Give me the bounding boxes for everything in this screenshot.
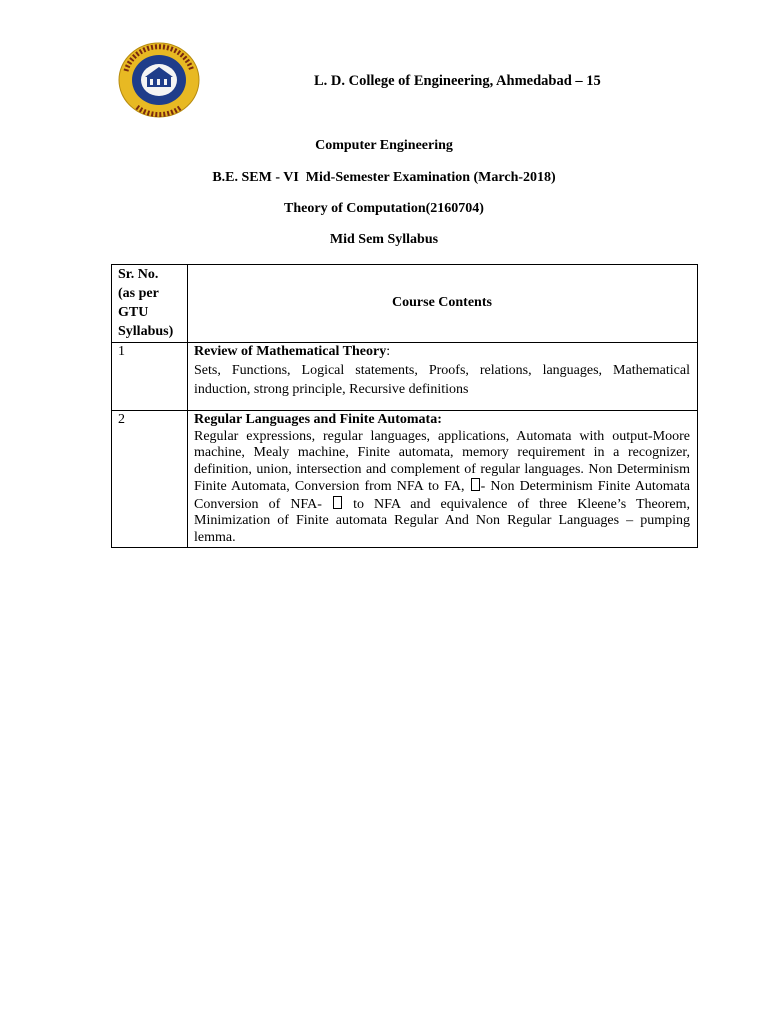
sr-no-header-line: GTU — [118, 305, 149, 320]
row-title — [194, 412, 690, 429]
course-contents-header: Course Contents — [188, 265, 698, 343]
exam-heading-text: B.E. SEM - VI Mid-Semester Examination (March-2018) — [212, 170, 556, 185]
table-row — [112, 411, 698, 548]
missing-glyph-icon — [333, 496, 342, 509]
row-number: 1 — [118, 344, 125, 359]
row-title — [194, 344, 690, 361]
college-logo-icon — [117, 41, 201, 119]
sr-no-header-line: Sr. No. — [118, 267, 159, 282]
row-description-part: - Non Determinism Finite Automata Conversion of NFA- — [194, 479, 690, 512]
syllabus-heading: Mid Sem Syllabus — [329, 232, 439, 247]
row-number-cell — [112, 343, 188, 411]
row-number: 2 — [118, 412, 125, 427]
row-title-text: Regular Languages and Finite Automata: — [194, 412, 442, 427]
row-title-text: Review of Mathematical Theory — [194, 344, 387, 359]
row-description-part: Regular expressions, regular languages, applications, Automata with output-Moore machine, Mealy machine, Finite automata, memory requirement in a recognizer, definition, union, intersection and complement of regular languages. Non Determinism Finite Automata, Conversion from NFA to FA, — [194, 428, 690, 495]
sr-no-header-line: (as per — [118, 286, 159, 301]
sr-no-header — [112, 265, 188, 343]
sr-no-header-line: Syllabus) — [118, 324, 174, 339]
row-description: Sets, Functions, Logical statements, Proofs, relations, languages, Mathematical induction, strong principle, Recursive definitions — [194, 362, 690, 397]
subject-heading: Theory of Computation(2160704) — [284, 201, 484, 216]
exam-heading — [0, 170, 768, 186]
department-heading: Computer Engineering — [315, 138, 453, 153]
table-header-row — [112, 265, 698, 343]
row-description-part: to NFA and equivalence of three Kleene’s Theorem, Minimization of Finite automata Regular And Non Regular Languages – pumping lemma. — [194, 496, 691, 546]
missing-glyph-icon — [471, 478, 480, 491]
row-number-cell — [112, 411, 188, 548]
row-content-cell — [188, 411, 698, 548]
syllabus-table — [111, 264, 698, 548]
table-row — [112, 343, 698, 411]
row-title-suffix: : — [386, 344, 391, 359]
college-name: L. D. College of Engineering, Ahmedabad – 15 — [314, 73, 601, 89]
row-description — [194, 429, 690, 547]
row-content-cell — [188, 343, 698, 411]
